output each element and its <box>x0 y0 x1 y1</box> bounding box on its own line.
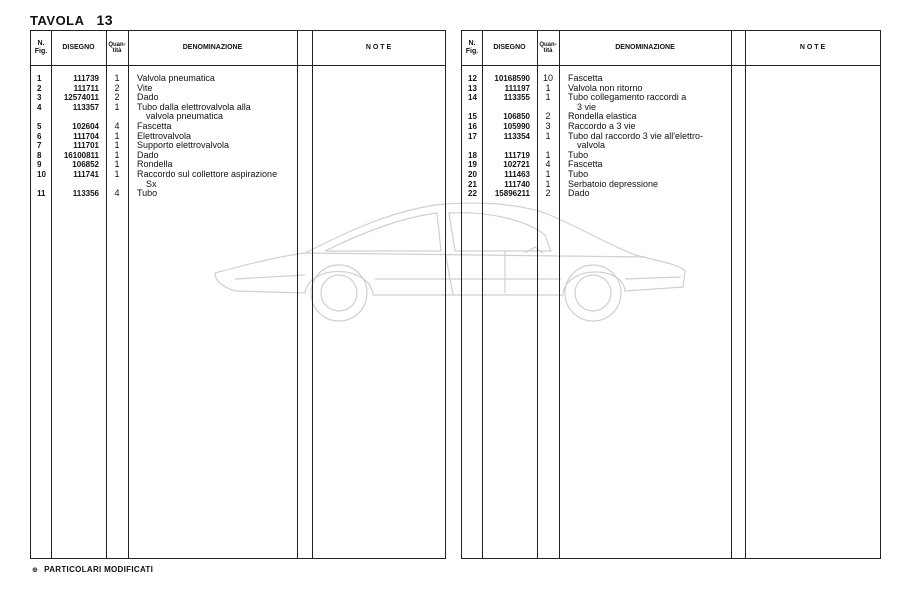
cell-denominazione: Sx <box>146 178 157 189</box>
cell-disegno: 106852 <box>72 160 99 170</box>
cell-denominazione: Dado <box>137 149 159 160</box>
cell-quantita: 2 <box>545 188 551 199</box>
page-title <box>30 12 113 28</box>
cell-denominazione: valvola pneumatica <box>146 111 224 122</box>
cell-fig: 20 <box>468 169 477 179</box>
table-row <box>462 112 880 122</box>
cell-disegno: 12574011 <box>63 93 99 103</box>
cell-fig: 11 <box>37 189 46 199</box>
cell-disegno: 111739 <box>73 74 99 83</box>
table-row <box>462 141 880 151</box>
cell-fig: 9 <box>37 160 42 170</box>
cell-disegno: 102721 <box>503 160 530 170</box>
header-denominazione: DENOMINAZIONE <box>182 44 243 51</box>
cell-disegno: 105990 <box>503 121 530 131</box>
cell-disegno: 113356 <box>72 189 99 199</box>
footer-legend <box>32 565 153 574</box>
header-disegno: DISEGNO <box>493 44 526 51</box>
header-fig: N. Fig. <box>34 40 48 55</box>
cell-quantita: 2 <box>545 111 551 122</box>
cell-denominazione: Supporto elettrovalvola <box>137 140 230 151</box>
cell-quantita: 1 <box>545 82 551 93</box>
cell-denominazione: Raccordo sul collettore aspirazione <box>137 168 278 179</box>
cell-fig: 1 <box>37 74 42 83</box>
footer-text: PARTICOLARI MODIFICATI <box>44 565 154 574</box>
cell-quantita: 1 <box>114 130 120 141</box>
cell-disegno: 113357 <box>72 102 99 112</box>
table-row <box>31 189 445 199</box>
table-row <box>31 122 445 132</box>
cell-disegno: 111719 <box>504 150 530 160</box>
table-row <box>31 132 445 142</box>
cell-quantita: 2 <box>114 92 120 103</box>
cell-denominazione: Fascetta <box>568 159 603 170</box>
table-row <box>462 74 880 84</box>
cell-denominazione: Raccordo a 3 vie <box>568 120 636 131</box>
cell-fig: 14 <box>468 93 477 103</box>
cell-disegno: 113354 <box>503 131 530 141</box>
cell-fig: 13 <box>468 83 477 93</box>
table-row <box>462 189 880 199</box>
header-disegno: DISEGNO <box>62 44 95 51</box>
table-row <box>462 170 880 180</box>
cell-denominazione: 3 vie <box>577 101 597 112</box>
header-note: N O T E <box>365 44 392 51</box>
cell-quantita: 1 <box>114 101 120 112</box>
table-row <box>462 180 880 190</box>
cell-denominazione: Fascetta <box>568 73 603 83</box>
cell-denominazione: Valvola pneumatica <box>137 73 215 83</box>
table-row <box>462 93 880 103</box>
table-row <box>31 180 445 190</box>
cell-quantita: 3 <box>545 120 551 131</box>
cell-denominazione: Valvola non ritorno <box>568 82 643 93</box>
cell-quantita: 1 <box>114 168 120 179</box>
header-quantita: Quan- tità <box>539 42 557 54</box>
cell-quantita: 1 <box>114 159 120 170</box>
cell-disegno: 111197 <box>504 83 530 93</box>
table-row <box>31 112 445 122</box>
cell-denominazione: Tubo <box>137 188 158 199</box>
cell-quantita: 1 <box>545 178 551 189</box>
cell-disegno: 111463 <box>504 169 530 179</box>
cell-denominazione: Tubo <box>568 168 589 179</box>
table-row <box>462 160 880 170</box>
cell-disegno: 113355 <box>503 93 530 103</box>
cell-fig: 18 <box>468 150 477 160</box>
cell-fig: 15 <box>468 112 477 122</box>
cell-disegno: 10168590 <box>494 74 530 83</box>
cell-quantita: 1 <box>114 73 120 83</box>
cell-fig: 19 <box>468 160 477 170</box>
cell-fig: 3 <box>37 93 42 103</box>
cell-fig: 6 <box>37 131 42 141</box>
cell-quantita: 1 <box>545 92 551 103</box>
table-row <box>31 84 445 94</box>
cell-quantita: 10 <box>542 73 553 83</box>
table-row <box>31 74 445 84</box>
cell-denominazione: Dado <box>137 92 159 103</box>
cell-denominazione: Tubo <box>568 149 589 160</box>
table-row <box>31 170 445 180</box>
cell-fig: 16 <box>468 121 477 131</box>
cell-quantita: 1 <box>545 130 551 141</box>
table-row <box>31 151 445 161</box>
cell-denominazione: Rondella elastica <box>568 111 637 122</box>
cell-disegno: 16100811 <box>63 150 99 160</box>
cell-fig: 8 <box>37 150 42 160</box>
cell-fig: 22 <box>468 189 477 199</box>
cell-quantita: 1 <box>545 149 551 160</box>
cell-disegno: 102604 <box>72 121 99 131</box>
cell-fig: 10 <box>37 169 46 179</box>
cell-disegno: 111711 <box>73 83 99 93</box>
cell-disegno: 111701 <box>73 141 99 151</box>
cell-denominazione: Tubo dalla elettrovalvola alla <box>137 101 251 112</box>
rows-left <box>31 74 445 199</box>
table-row <box>462 132 880 142</box>
cell-fig: 2 <box>37 83 42 93</box>
rows-right <box>462 74 880 199</box>
cell-quantita: 1 <box>545 168 551 179</box>
cell-fig: 5 <box>37 121 42 131</box>
cell-quantita: 2 <box>114 82 120 93</box>
cell-denominazione: valvola <box>577 140 606 151</box>
cell-quantita: 1 <box>114 140 120 151</box>
cell-fig: 4 <box>37 102 42 112</box>
parts-table-right <box>461 30 881 559</box>
parts-table-left <box>30 30 446 559</box>
cell-denominazione: Tubo dal raccordo 3 vie all'elettro- <box>568 130 703 141</box>
table-row <box>462 103 880 113</box>
modified-marker-icon: ⊕ <box>32 567 39 574</box>
cell-denominazione: Tubo collegamento raccordi a <box>568 92 687 103</box>
cell-quantita: 1 <box>114 149 120 160</box>
cell-fig: 12 <box>468 74 477 83</box>
cell-denominazione: Serbatoio depressione <box>568 178 659 189</box>
header-denominazione: DENOMINAZIONE <box>615 44 675 51</box>
cell-denominazione: Fascetta <box>137 120 172 131</box>
table-row <box>31 141 445 151</box>
title-number: 13 <box>96 12 114 28</box>
title-word: TAVOLA <box>30 13 85 28</box>
cell-quantita: 4 <box>114 120 120 131</box>
cell-quantita: 4 <box>545 159 551 170</box>
cell-disegno: 111740 <box>504 179 530 189</box>
cell-denominazione: Rondella <box>137 159 173 170</box>
cell-denominazione: Dado <box>568 188 590 199</box>
header-quantita: Quan- tità <box>108 42 126 54</box>
table-row <box>462 151 880 161</box>
cell-disegno: 106850 <box>503 112 530 122</box>
cell-quantita: 4 <box>114 188 120 199</box>
header-note: N O T E <box>799 44 826 51</box>
table-row <box>31 103 445 113</box>
cell-fig: 7 <box>37 141 42 151</box>
cell-disegno: 15896211 <box>494 189 530 199</box>
cell-fig: 17 <box>468 131 477 141</box>
cell-denominazione: Elettrovalvola <box>137 130 192 141</box>
header-fig: N. Fig. <box>465 40 479 55</box>
cell-disegno: 111741 <box>73 169 99 179</box>
cell-disegno: 111704 <box>73 131 99 141</box>
cell-fig: 21 <box>468 179 477 189</box>
cell-denominazione: Vite <box>137 82 153 93</box>
